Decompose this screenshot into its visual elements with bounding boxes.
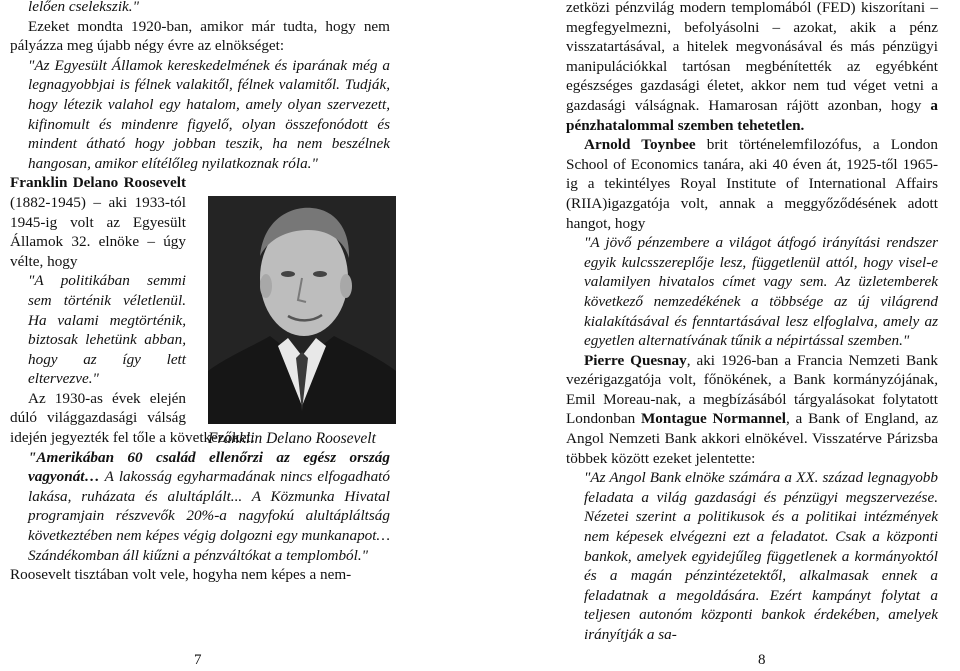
paragraph-text: zetközi pénzvilág modern templomából (FED) kiszorítani – megfegyelmezni, befolyásolni – azokat, akik a pénz visszatartásával, a hitelek megvonásával és más pénzügyi manipulációkkal tartósan megbénítették az egyébként egészséges gazdasági életet, akkor nem tud véget vetni a gazdasági válságnak. Hamarosan rájött azonban, hogy [566,0,938,114]
paragraph-text: , aki 1926-ban a Francia Nemzeti Bank vezérigazgatója volt, főnökének, a Bank kormányzójának, Emil Moreau-nak, a megbízásából tárgyalásokat folytatott Londonban [566,351,938,428]
paragraph-text: (1882-1945) – aki 1933-tól 1945-ig volt az Egyesült Államok 32. elnöke – úgy vélte, hogy [10,193,186,270]
right-text-column [566,0,938,645]
paragraph: Ezeket mondta 1920-ban, amikor már tudta, hogy nem pályázza meg újabb négy évre az elnökséget: [10,17,390,55]
person-name: Pierre Quesnay [584,351,687,369]
figure-caption: Franklin Delano Roosevelt [208,430,376,447]
page-number: 7 [194,652,202,668]
paragraph-toynbee [566,135,938,233]
person-name: Arnold Toynbee [584,136,696,154]
person-name: Montague Normannel [640,410,786,428]
continued-quote-line: lelően cselekszik." [28,0,139,15]
block-quote: "Az Egyesült Államok kereskedelmének és iparának még a legnagyobbjai is félnek valakitől, félnek valamitől. Tudják, hogy létezik valahol egy hatalom, amely olyan szervezett, kifinomult és mindenre figyelő, olyan összefonódott és mindent átható hogy jobban teszik, ha nem beszélnek hangosan, amikor elítélőleg nyilatkoznak róla." [28,56,390,172]
left-page [0,0,478,671]
paragraph: Roosevelt tisztában volt vele, hogyha nem képes a nem- [10,566,352,584]
paragraph-quesnay [566,351,938,469]
paragraph-text: , a Bank of England, az Angol Nemzeti Bank akkori elnökével. Visszatérve Párizsba többek között ezeket jelentette: [566,410,939,467]
page-number: 8 [758,652,766,668]
block-quote: "A jövő pénzembere a világot átfogó irányítási rendszer egyik kulcsszereplője lesz, függetlenül attól, hogy visel-e valamilyen hivatalos címet vagy sem. Az üzletemberek következő nemzedékének a többsége az új világrend kialakításával és fenntartásával lesz elfoglalva, amely az egyetlen alternatívának tűnik a népirtással szemben." [584,234,938,350]
person-name: Franklin Delano Roosevelt [10,174,186,192]
paragraph [566,0,938,135]
block-quote: "A politikában semmi sem történik véletlenül. Ha valami megtörténik, biztosak lehetünk abban, hogy az így lett eltervezve." [28,272,186,388]
paragraph-text: brit történelemfilozófus, a London School of Economics tanára, aki 40 éven át, 1925-től 1965-ig a tekintélyes Royal Institute of International Affairs (RIIA)igazgatója volt, annak a meggyőződésének adott hangot, hogy [566,136,938,232]
right-page [480,0,960,671]
quote-text: A lakosság egyharmadának nincs elfogadható lakása, ruházata és alultáplált... A Közmunka Hivatal programjain részvevők 20%-a nagyfokú alultápláltság következtében nem képes végig dolgozni egy munkanapot… Szándékomban áll kiűzni a pénzváltókat a templomból." [28,468,390,564]
portrait-photo [208,196,396,424]
block-quote: "Az Angol Bank elnöke számára a XX. század legnagyobb feladata a világ gazdasági és pénzügyi megszervezése. Nézetei szerint a politikusok és a politikai intézmények nem képesek elvégezni ezt a feladatot. Csak a központi bankok, amelyek egyidejűleg függetlenek a kormányoktól és a magán pénzintézetektől, alkalmasak ennek a feladatnak a megoldására. Ezért kampányt folytat a teljesen autonóm központi bankok érdekében, amelyek irányítják a sa- [584,469,938,643]
quote-bold-part: "Amerikában 60 család ellenőrzi az egész ország vagyonát… [28,448,390,486]
block-quote-bold [10,448,390,566]
paragraph: Az 1930-as évek elején dúló világgazdasági válság idején jegyezték fel tőle a következőket: [10,389,255,447]
emphasis-bold: a pénzhatalommal szemben tehetetlen. [566,96,938,134]
